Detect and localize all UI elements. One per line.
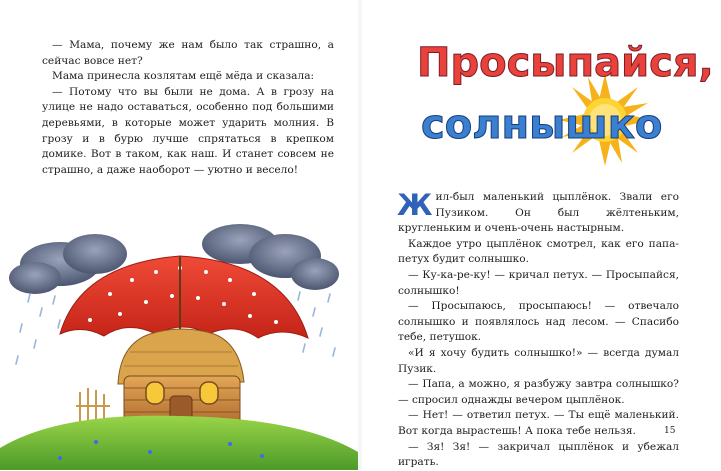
title-line-2: солнышко [421, 102, 663, 148]
right-paragraph-2: Каждое утро цыплёнок смотрел, как его папа-петух будит солнышко. [398, 237, 679, 266]
grass-hill [0, 416, 358, 470]
left-paragraph-3: — Потому что вы были не дома. А в грозу на улице не надо оставаться, особенно под большими деревьями, в которые может ударить молния. В грозу и в бурю лучше спрятаться в крепком домике. Вот в таком, как наш. И станет совсем не страшно, а даже наоборот — уютно и весело! [42, 85, 334, 176]
left-paragraph-2: Мама принесла козлятам ещё мёда и сказала: [52, 70, 315, 83]
right-paragraph-4: — Просыпаюсь, просыпаюсь! — отвечало солнышко и появлялось над лесом. — Спасибо тебе, петушок. [398, 300, 679, 344]
title-line-1: Просыпайся, [417, 40, 714, 86]
right-paragraph-5: «И я хочу будить солнышко!» — всегда думал Пузик. [398, 346, 679, 375]
right-page-text [398, 190, 679, 471]
right-paragraph-6: — Папа, а можно, я разбужу завтра солнышко? — спросил однажды вечером цыплёнок. [398, 378, 679, 406]
right-paragraph-1 [398, 190, 679, 237]
drop-cap: Ж [397, 188, 433, 222]
story-title [415, 20, 714, 172]
right-paragraph-7: — Нет! — ответил петух. — Ты ещё маленький. Вот когда вырастешь! А пока тебе нельзя. [398, 409, 679, 437]
house-umbrella-illustration [0, 216, 358, 470]
first-paragraph-text: ил-был маленький цыплёнок. Звали его Пузиком. Он был жёлтеньким, кругленьким и очень-очень настырным. [398, 191, 679, 235]
left-paragraph-1: — Мама, почему же нам было так страшно, а сейчас вовсе нет? [42, 39, 334, 67]
right-paragraph-8: — Зя! Зя! — закричал цыплёнок и убежал играть. [398, 440, 679, 469]
left-page-text [42, 38, 334, 178]
page-number: 15 [664, 426, 676, 436]
fence [76, 388, 110, 422]
right-paragraph-3: — Ку-ка-ре-ку! — кричал петух. — Просыпайся, солнышко! [398, 268, 679, 297]
